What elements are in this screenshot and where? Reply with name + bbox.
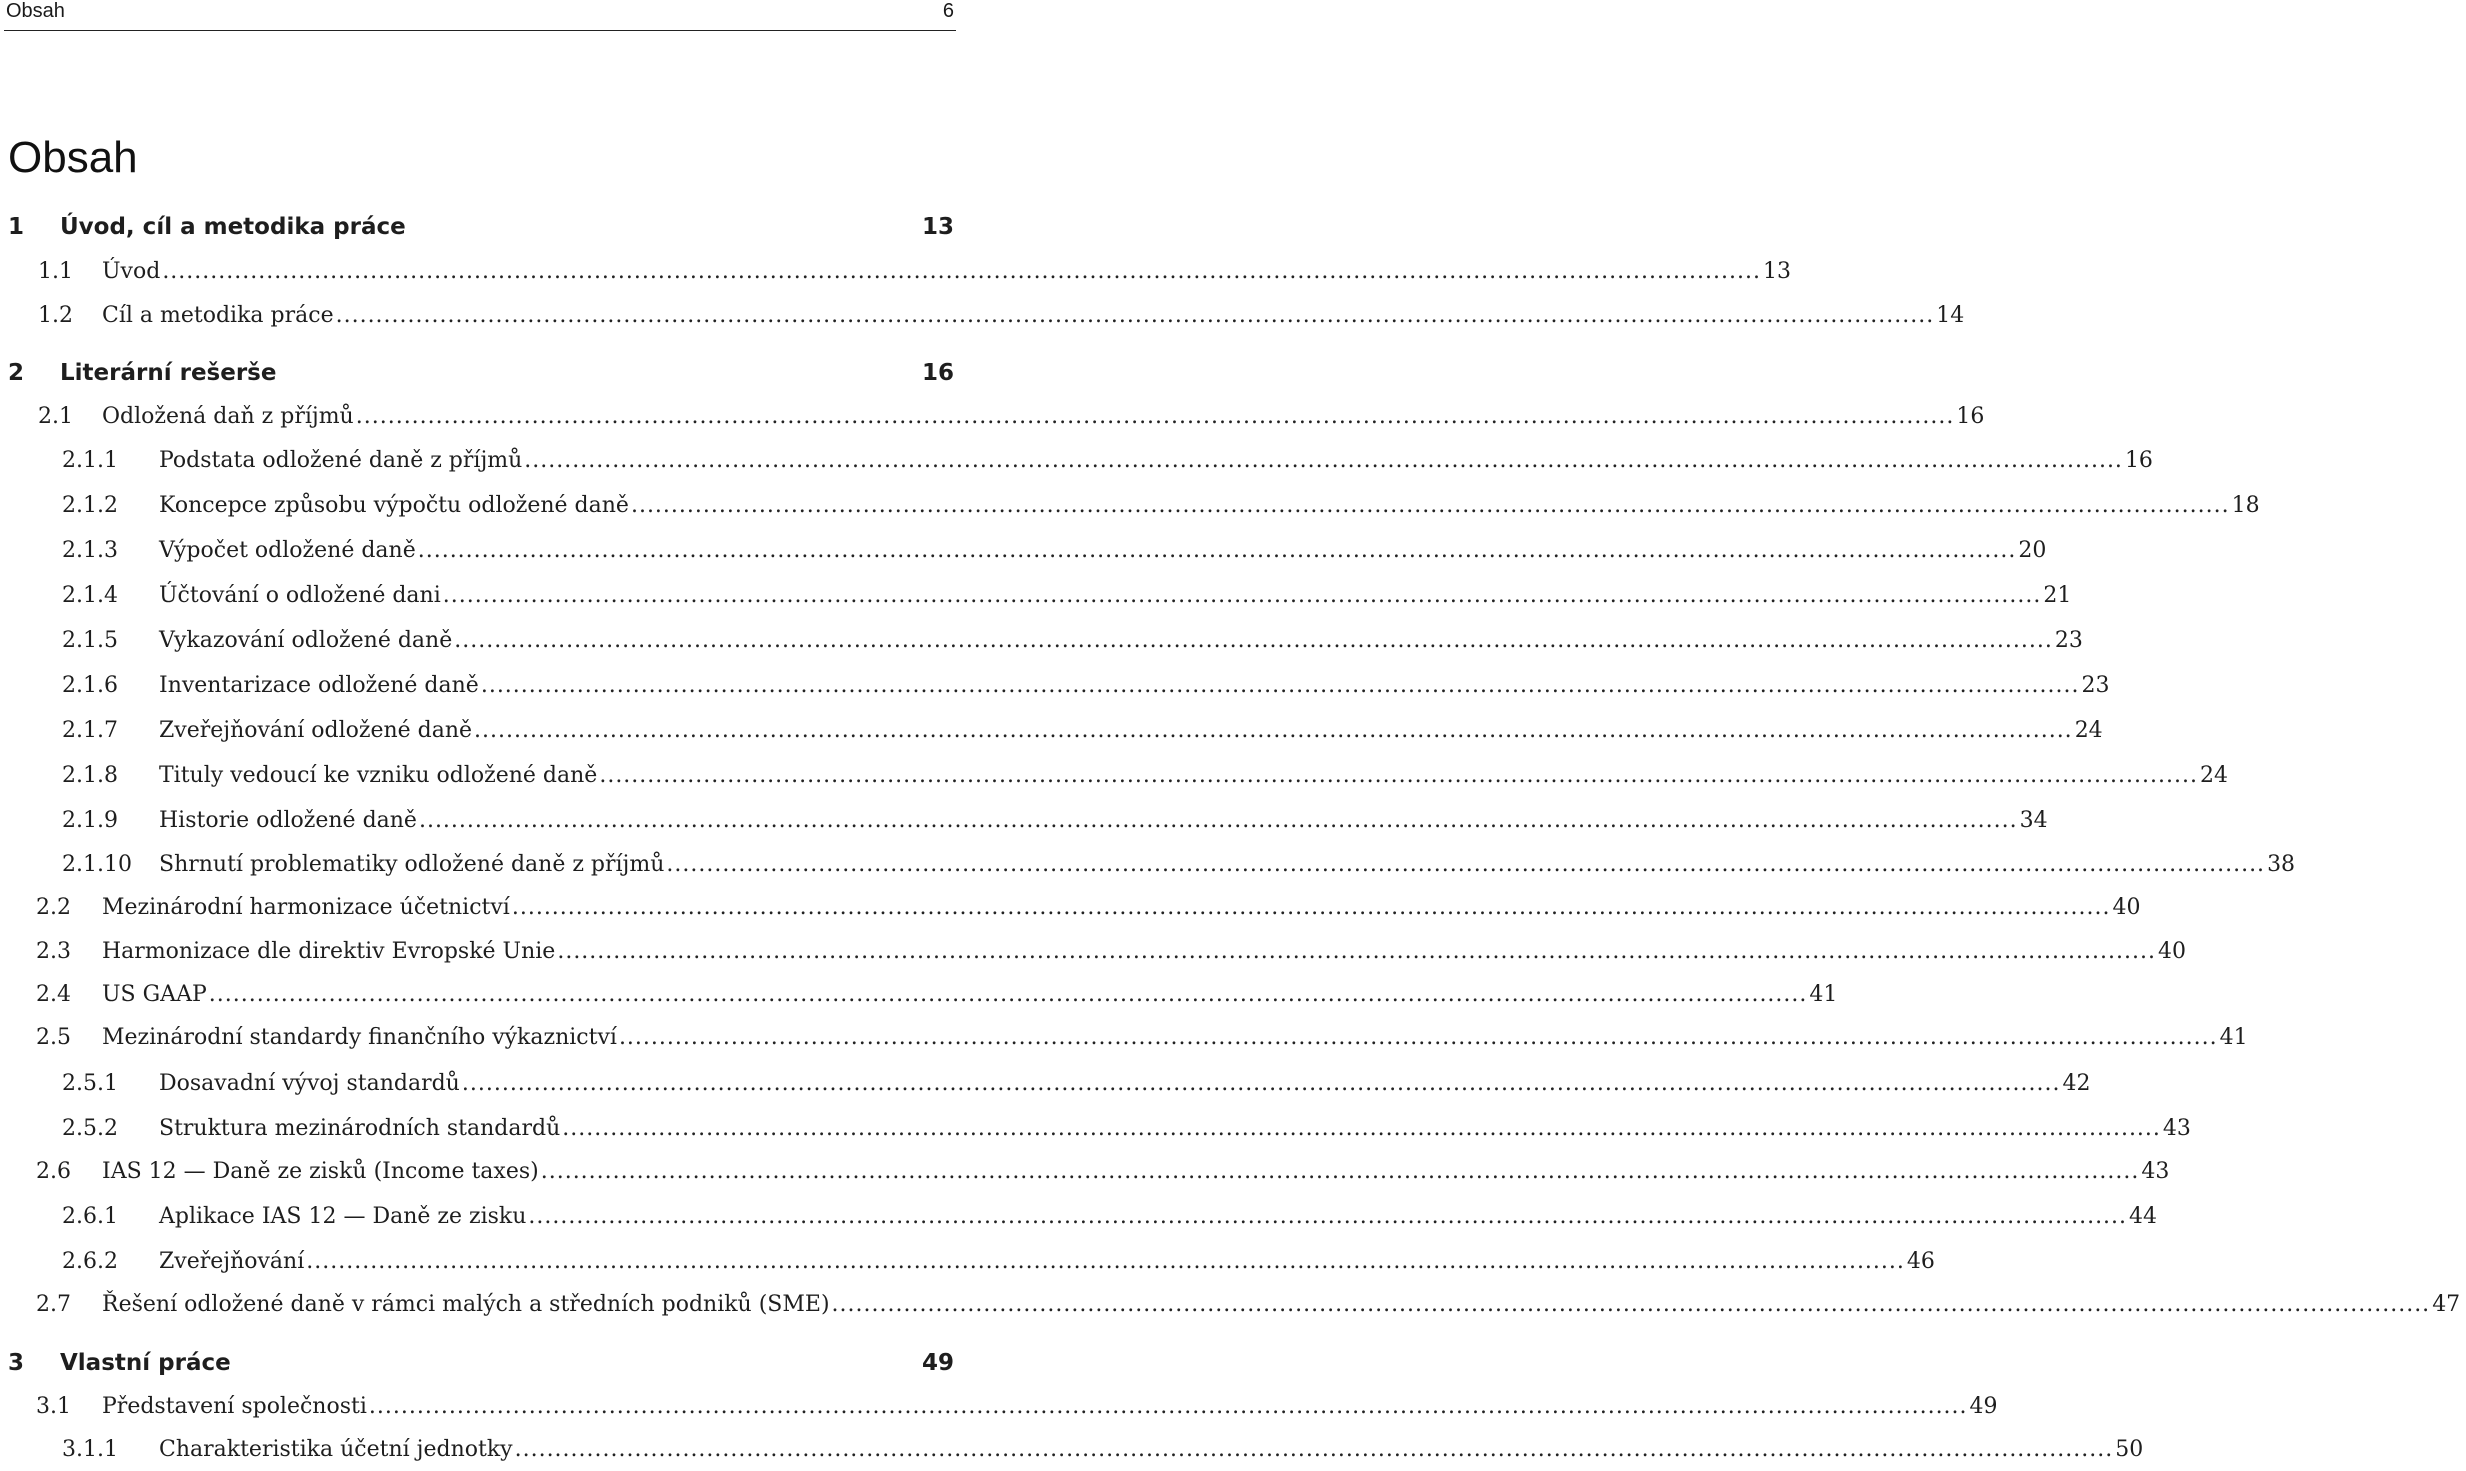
toc-entry-title: Představení společnosti [102, 1394, 367, 1419]
toc-entry-page: 50 [2115, 1437, 2144, 1462]
toc-entry[interactable] [0, 1204, 2158, 1238]
page-title: Obsah [8, 133, 138, 182]
toc-entry-number: 2.1.10 [62, 852, 132, 877]
toc-leader-dots: ........................................................................................................................................................................................................ [562, 1116, 2161, 1141]
toc-leader-dots: ........................................................................................................................................................................................................ [599, 763, 2198, 788]
toc-leader-dots: ........................................................................................................................................................................................................ [355, 404, 1955, 429]
toc-entry-number: 1.1 [38, 259, 73, 284]
toc-entry-title: Charakteristika účetní jednotky [159, 1437, 513, 1462]
toc-entry-title: Shrnutí problematiky odložené daně z příjmů [159, 852, 665, 877]
toc-entry-number: 3 [8, 1350, 25, 1376]
toc-entry[interactable] [0, 1394, 1998, 1428]
toc-entry[interactable] [0, 1249, 1935, 1283]
toc-entry-number: 2.5.1 [62, 1071, 118, 1096]
toc-leader-dots: ........................................................................................................................................................................................................ [630, 493, 2230, 518]
toc-entry-number: 2.5 [36, 1025, 71, 1050]
toc-entry-title: Zveřejňování odložené daně [159, 718, 473, 743]
toc-entry-page: 40 [2157, 939, 2186, 964]
toc-entry-page: 23 [2054, 628, 2083, 653]
toc-entry-title: Výpočet odložené daně [159, 538, 416, 563]
toc-leader-dots: ........................................................................................................................................................................................................ [528, 1204, 2128, 1229]
toc-entry-title: Struktura mezinárodních standardů [159, 1116, 561, 1141]
header-title: Obsah [6, 0, 65, 22]
toc-leader-dots: ........................................................................................................................................................................................................ [417, 538, 2017, 563]
toc-entry[interactable] [0, 1025, 2248, 1059]
toc-entry[interactable] [0, 763, 2228, 797]
toc-entry[interactable] [0, 628, 2083, 662]
toc-leader-dots: ........................................................................................................................................................................................................ [418, 808, 2018, 833]
toc-entry[interactable] [0, 303, 1965, 337]
toc-entry-page: 34 [2019, 808, 2048, 833]
toc-entry-page: 16 [921, 360, 954, 386]
toc-entry[interactable] [0, 448, 2153, 482]
toc-entry-title: Inventarizace odložené daně [159, 673, 479, 698]
toc-entry-number: 2.1.8 [62, 763, 118, 788]
toc-entry-page: 43 [2141, 1159, 2170, 1184]
toc-entry-page: 20 [2018, 538, 2047, 563]
toc-entry-page: 40 [2112, 895, 2141, 920]
toc-entry-number: 2.1.6 [62, 673, 118, 698]
toc-entry-number: 2.1.4 [62, 583, 118, 608]
toc-entry-number: 2.6.2 [62, 1249, 118, 1274]
toc-entry-number: 2.2 [36, 895, 71, 920]
toc-entry-number: 3.1.1 [62, 1437, 118, 1462]
toc-entry[interactable] [0, 982, 1838, 1016]
toc-entry-page: 44 [2129, 1204, 2158, 1229]
toc-entry-page: 38 [2267, 852, 2296, 877]
toc-entry-page: 24 [2199, 763, 2228, 788]
toc-entry-page: 47 [2432, 1292, 2461, 1317]
toc-entry-page: 18 [2231, 493, 2260, 518]
toc-entry-number: 2.6.1 [62, 1204, 118, 1229]
toc-entry-page: 13 [921, 214, 954, 240]
toc-entry-number: 2 [8, 360, 25, 386]
toc-entry-title: Účtování o odložené dani [159, 583, 441, 608]
toc-leader-dots: ........................................................................................................................................................................................................ [514, 1437, 2114, 1462]
toc-entry[interactable] [0, 259, 1791, 293]
toc-entry[interactable] [0, 404, 1985, 438]
toc-entry-title: Mezinárodní standardy finančního výkaznictví [102, 1025, 617, 1050]
toc-entry-title: IAS 12 — Daně ze zisků (Income taxes) [102, 1159, 539, 1184]
toc-entry-number: 2.1.9 [62, 808, 118, 833]
toc-entry-number: 2.1.7 [62, 718, 118, 743]
toc-entry-title: Odložená daň z příjmů [102, 404, 354, 429]
toc-entry[interactable] [0, 1292, 2461, 1326]
toc-leader-dots: ........................................................................................................................................................................................................ [368, 1394, 1968, 1419]
toc-entry-title: Historie odložené daně [159, 808, 417, 833]
toc-leader-dots: ........................................................................................................................................................................................................ [557, 939, 2156, 964]
toc-entry[interactable] [0, 1071, 2091, 1105]
toc-entry-title: Koncepce způsobu výpočtu odložené daně [159, 493, 629, 518]
toc-entry-title: Úvod [102, 259, 161, 284]
toc-leader-dots: ........................................................................................................................................................................................................ [335, 303, 1935, 328]
toc-entry-page: 43 [2162, 1116, 2191, 1141]
toc-entry-page: 49 [921, 1350, 954, 1376]
toc-entry-page: 16 [2124, 448, 2153, 473]
toc-leader-dots: ........................................................................................................................................................................................................ [666, 852, 2266, 877]
toc-entry-number: 3.1 [36, 1394, 71, 1419]
toc-entry-chapter-1[interactable] [0, 214, 960, 248]
toc-entry-page: 41 [1809, 982, 1838, 1007]
toc-leader-dots: ........................................................................................................................................................................................................ [442, 583, 2042, 608]
toc-entry-title: Podstata odložené daně z příjmů [159, 448, 523, 473]
toc-entry-number: 2.3 [36, 939, 71, 964]
toc-entry[interactable] [0, 538, 2047, 572]
toc-entry-title: Vlastní práce [60, 1350, 231, 1376]
toc-entry[interactable] [0, 808, 2048, 842]
toc-entry-page: 46 [1906, 1249, 1935, 1274]
toc-entry[interactable] [0, 493, 2260, 527]
toc-entry-title: Zveřejňování [159, 1249, 305, 1274]
toc-entry-title: Vykazování odložené daně [159, 628, 453, 653]
toc-leader-dots: ........................................................................................................................................................................................................ [831, 1292, 2431, 1317]
toc-entry-chapter-3[interactable] [0, 1350, 960, 1384]
toc-entry-title: US GAAP [102, 982, 207, 1007]
toc-entry-page: 24 [2074, 718, 2103, 743]
toc-leader-dots: ........................................................................................................................................................................................................ [511, 895, 2111, 920]
toc-entry-title: Literární rešerše [60, 360, 277, 386]
toc-entry-title: Aplikace IAS 12 — Daně ze zisku [159, 1204, 527, 1229]
toc-entry[interactable] [0, 852, 2296, 886]
toc-leader-dots: ........................................................................................................................................................................................................ [480, 673, 2080, 698]
toc-entry-chapter-2[interactable] [0, 360, 960, 394]
toc-entry[interactable] [0, 718, 2103, 752]
toc-entry[interactable] [0, 939, 2186, 973]
toc-entry-number: 2.1 [38, 404, 73, 429]
toc-entry-number: 2.1.3 [62, 538, 118, 563]
toc-entry-title: Dosavadní vývoj standardů [159, 1071, 460, 1096]
toc-entry-title: Úvod, cíl a metodika práce [60, 214, 406, 240]
toc-entry-page: 14 [1936, 303, 1965, 328]
toc-entry-number: 2.1.2 [62, 493, 118, 518]
toc-entry-number: 2.7 [36, 1292, 71, 1317]
toc-leader-dots: ........................................................................................................................................................................................................ [524, 448, 2123, 473]
toc-entry[interactable] [0, 1437, 2144, 1471]
toc-entry-page: 49 [1969, 1394, 1998, 1419]
toc-entry[interactable] [0, 895, 2141, 929]
toc-leader-dots: ........................................................................................................................................................................................................ [618, 1025, 2218, 1050]
toc-entry[interactable] [0, 583, 2072, 617]
toc-leader-dots: ........................................................................................................................................................................................................ [162, 259, 1761, 284]
toc-entry[interactable] [0, 673, 2110, 707]
toc-entry-title: Řešení odložené daně v rámci malých a středních podniků (SME) [102, 1292, 830, 1317]
toc-entry-number: 2.1.1 [62, 448, 118, 473]
toc-entry[interactable] [0, 1116, 2191, 1150]
toc-entry-number: 2.4 [36, 982, 71, 1007]
toc-leader-dots: ........................................................................................................................................................................................................ [306, 1249, 1905, 1274]
toc-entry-number: 2.6 [36, 1159, 71, 1184]
toc-entry-page: 21 [2043, 583, 2072, 608]
toc-leader-dots: ........................................................................................................................................................................................................ [208, 982, 1808, 1007]
toc-entry-title: Tituly vedoucí ke vzniku odložené daně [159, 763, 598, 788]
header-page-number: 6 [942, 0, 954, 22]
toc-leader-dots: ........................................................................................................................................................................................................ [461, 1071, 2061, 1096]
toc-entry-page: 41 [2219, 1025, 2248, 1050]
toc-entry-number: 1 [8, 214, 25, 240]
toc-entry-title: Harmonizace dle direktiv Evropské Unie [102, 939, 556, 964]
toc-entry-page: 13 [1762, 259, 1791, 284]
toc-entry-page: 23 [2081, 673, 2110, 698]
toc-entry[interactable] [0, 1159, 2170, 1193]
toc-entry-page: 42 [2062, 1071, 2091, 1096]
toc-leader-dots: ........................................................................................................................................................................................................ [474, 718, 2073, 743]
toc-entry-title: Cíl a metodika práce [102, 303, 334, 328]
toc-entry-page: 16 [1956, 404, 1985, 429]
toc-entry-number: 2.1.5 [62, 628, 118, 653]
toc-leader-dots: ........................................................................................................................................................................................................ [540, 1159, 2140, 1184]
toc-leader-dots: ........................................................................................................................................................................................................ [454, 628, 2053, 653]
toc-entry-number: 1.2 [38, 303, 73, 328]
toc-entry-number: 2.5.2 [62, 1116, 118, 1141]
toc-entry-title: Mezinárodní harmonizace účetnictví [102, 895, 510, 920]
